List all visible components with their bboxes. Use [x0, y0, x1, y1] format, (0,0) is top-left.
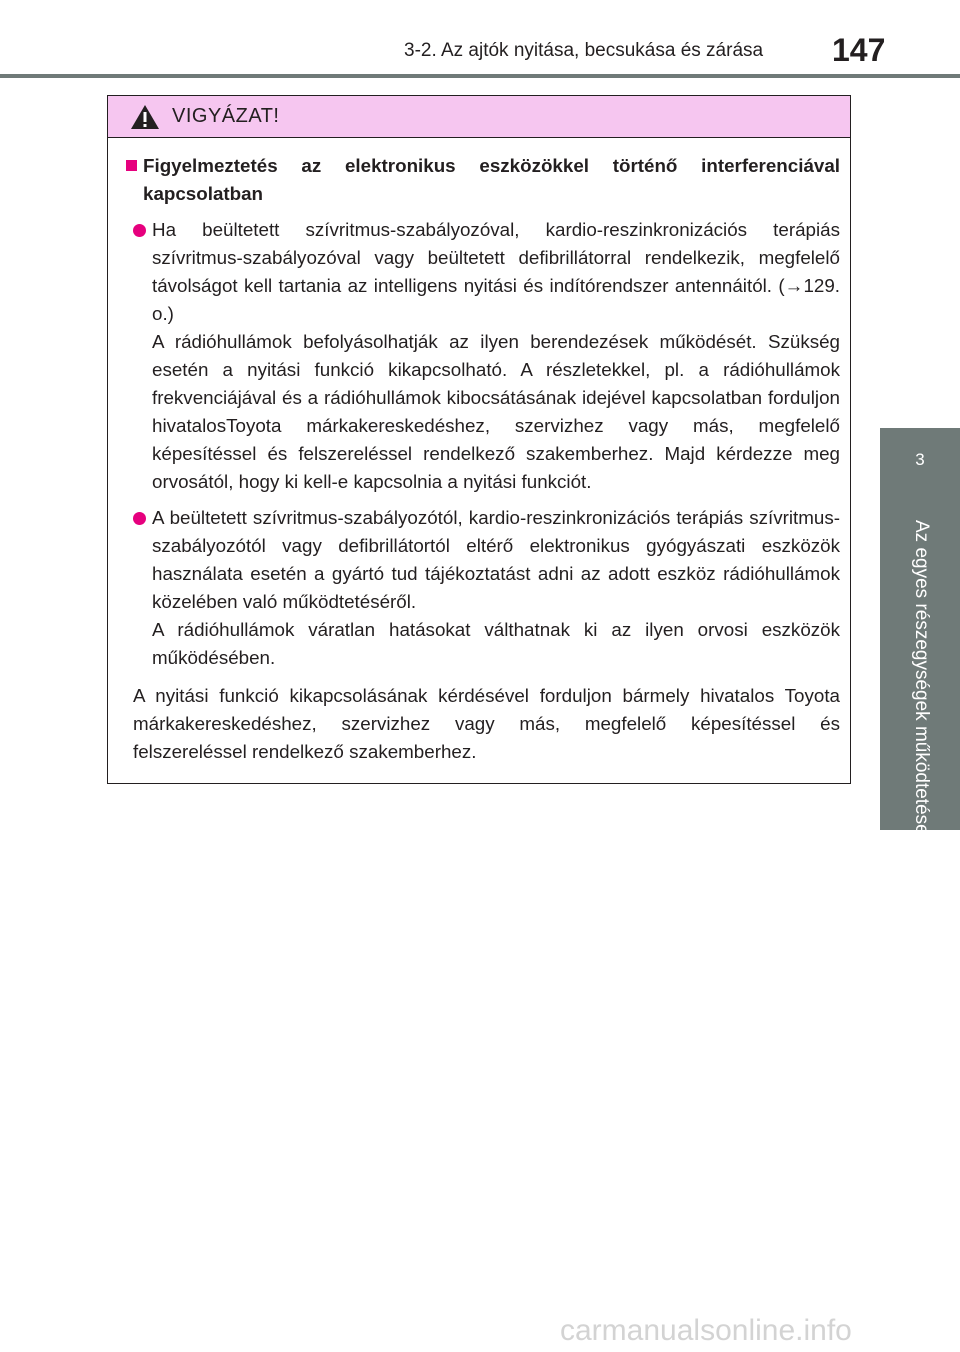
- warning-note: A nyitási funkció kikapcsolásának kérdésével forduljon bármely hivatalos Toyota márkakereskedéshez, szervizhez vagy más, megfelelő képesítéssel és felszereléssel rendelkező szakemberhez.: [133, 685, 840, 762]
- section-title: 3-2. Az ajtók nyitása, becsukása és zárása: [404, 40, 764, 61]
- warning-header: [108, 96, 850, 138]
- chapter-label: Az egyes részegységek működtetése: [911, 520, 932, 835]
- header-divider: [0, 74, 960, 78]
- list-item: [133, 504, 840, 672]
- square-bullet-icon: [126, 160, 137, 171]
- watermark: carmanualsonline.info: [560, 1314, 852, 1347]
- round-bullet-icon: [133, 512, 146, 525]
- chapter-tab: [880, 428, 960, 835]
- list-item-text: [152, 504, 840, 672]
- round-bullet-icon: [133, 224, 146, 237]
- warning-title: VIGYÁZAT!: [172, 105, 280, 127]
- list-item-paragraph: A rádióhullámok befolyásolhatják az ilyen berendezések működését. Szükség esetén a nyitási funkció kikapcsolható. A részletekkel, pl. a rádióhullámok frekvenciájával és a rádióhullámok kibocsátásának idejével kapcsolatban forduljon hivatalosToyota márkakereskedéshez, szervizhez vagy más, megfelelő képesítéssel és felszereléssel rendelkező szakemberhez. Majd kérdezze meg orvosától, hogy ki kell-e kapcsolnia a nyitási funkciót.: [152, 331, 840, 492]
- warning-heading-text: Figyelmeztetés az elektronikus eszközökkel történő interferenciával kapcsolatban: [143, 155, 840, 204]
- warning-heading: [126, 152, 840, 208]
- list-item-paragraph: A rádióhullámok váratlan hatásokat válthatnak ki az ilyen orvosi eszközök működésében.: [152, 619, 840, 668]
- list-item-text: [152, 216, 840, 496]
- warning-triangle-icon: [130, 104, 160, 130]
- warning-body: [108, 138, 850, 766]
- page-number: 147: [832, 32, 886, 68]
- list-item: [133, 216, 840, 496]
- list-item-paragraph: Ha beültetett szívritmus-szabályozóval, kardio-reszinkronizációs terápiás szívritmus-szabályozóval vagy beültetett defibrillátorral rendelkezik, megfelelő távolságot kell tartania az intelligens nyitási és indítórendszer antennáitól. (→129. o.): [152, 219, 840, 324]
- chapter-number: 3: [915, 450, 925, 469]
- warning-box: [107, 95, 851, 784]
- list-item-paragraph: A beültetett szívritmus-szabályozótól, kardio-reszinkronizációs terápiás szívritmus-szabályozótól vagy defibrillátortól eltérő elektronikus gyógyászati eszközök használata esetén a gyártó tud tájékoztatást adni az adott eszköz rádióhullámok közelében való működtetéséről.: [152, 507, 840, 612]
